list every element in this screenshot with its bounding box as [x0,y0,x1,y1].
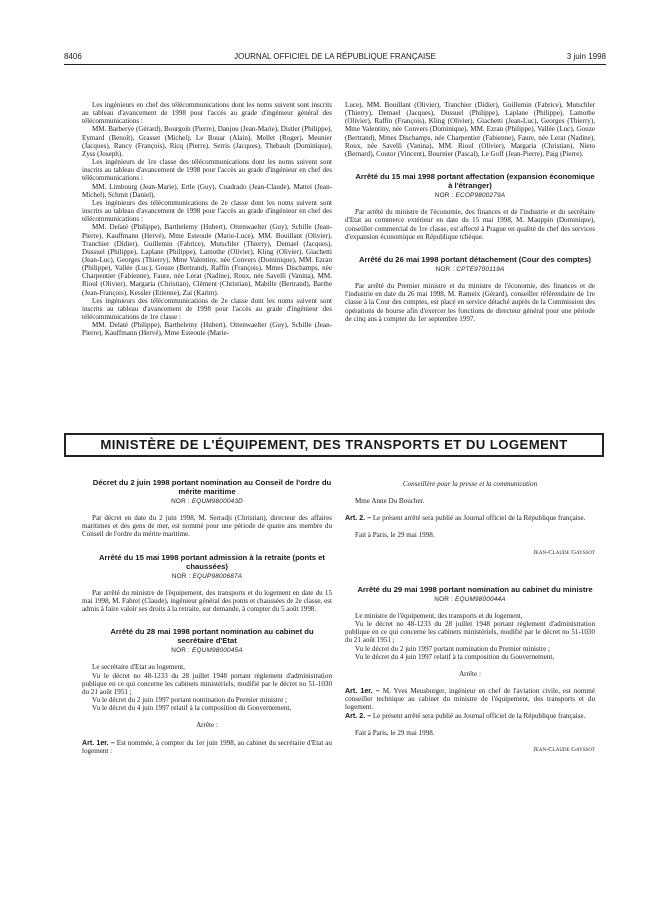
bottom-left-column [82,478,332,755]
paragraph: MM. Limbourg (Jean-Marie), Ertle (Guy), Cuadrado (Jean-Claude), Mattei (Jean-Michel), Schmit (Daniel). [82,182,332,199]
paragraph: Vu le décret du 2 juin 1997 portant nomination du Premier ministre ; [92,696,288,705]
top-left-column [82,101,332,338]
article-label: Art. 1er. – [345,687,380,696]
article-label: Art. 2. – [345,711,372,720]
decret-title: Décret du 2 juin 1998 portant nomination au Conseil de l'ordre du mérite maritime [92,478,332,496]
arrete-keyword: Arrête : [196,721,218,730]
paragraph: Les ingénieurs en chef des télécommunications dont les noms suivent sont inscrits au tableau d'avancement de 1998 pour l'accès au grade d'ingénieur général des télécommunications : [82,101,332,126]
nor-reference: NOR : EQUM9800043D [171,498,243,505]
paragraph: Vu le décret du 4 juin 1997 relatif à la composition du Gouvernement, [92,704,292,713]
page-header [64,52,606,64]
paragraph: Les ingénieurs de 1re classe des télécommunications dont les noms suivent sont inscrits au tableau d'avancement de 1998 pour l'accès au grade d'ingénieur en chef des télécommunications : [82,158,332,183]
signature: Jean-Claude Gayssot [533,745,595,753]
paragraph: MM. Delaté (Philippe), Barthelemy (Hubert), Ottenwaelter (Guy), Schille (Jean-Pierre), Kauffmann (Hervé), Mme Esteoule (Marie- [82,321,332,338]
paragraph: Vu le décret no 48-1233 du 28 juillet 1948 portant règlement d'administration publique en ce qui concerne les cabinets ministériels, modifié par le décret no 51-1030 du 21 août 1951 ; [82,671,332,696]
place-date: Fait à Paris, le 29 mai 1998. [355,531,435,540]
nor-reference: NOR : EQUM9800045A [171,647,243,655]
arrete-title: Arrêté du 29 mai 1998 portant nomination au cabinet du ministre [357,584,593,594]
paragraph: Par arrêté du Premier ministre et du ministre de l'économie, des finances et de l'industrie en date du 26 mai 1998, M. Rameix (Gérard), conseiller référendaire de 1re classe à la Cour des comptes, est placé en service détaché auprès de la Commission des opérations de bourse afin d'exercer les fonctions de directeur général pour une période de cinq ans à compter du 1er septembre 1997. [345,282,595,323]
paragraph: Par arrêté du ministre de l'économie, des finances et de l'industrie et du secrétaire d'Etat au commerce extérieur en date du 15 mai 1998, M. Mauppin (Dominique), conseiller commercial de 1re classe, est affecté à Prague en qualité de chef des services d'expansion économique en République tchèque. [345,208,595,241]
nor-reference: NOR : EQUM9800044A [434,595,506,603]
place-date: Fait à Paris, le 29 mai 1998. [355,728,435,737]
paragraph: MM. Delaté (Philippe), Barthelemy (Hubert), Ottenwaelter (Guy), Schille (Jean-Pierre), Kauffmann (Hervé), Mme Esteoule (Marie-Luce), MM. Bouillant (Olivier), Tranchier (Didier), Guillemin (Fabrice), Mutschler (Thierry), Demael (Jacques), Dussuel (Philippe), Laplane (Philippe), Lamothe (Olivier), Kling (Olivier), Giachetti (Jean-Luc), Georges (Thierry), Mme Valentiny, née Convers (Dominique), MM. Ezran (Philippe), Vallée (Luc), Gouze (Bertrand), Raffin (François), Mmes Dischamps, née Charpentier (Fabienne), Faure, née Lerat (Nadine), Roux, née Savelli (Vanina), MM. Rioul (Olivier), Margaria (Christian), Clément (Christian), Mabille (Bertrand), Barthe (Jean-François), Kessler (Etienne), Zai (Karim). [82,223,332,297]
paragraph: Le secrétaire d'Etat au logement, [92,663,185,672]
arrete-keyword: Arrête : [459,669,481,678]
article-label: Art. 1er. – [82,738,115,747]
nor-reference: NOR : ECOP9800279A [434,192,506,200]
arrete-title: Arrêté du 28 mai 1998 portant nomination au cabinet du secrétaire d'Etat [110,627,314,646]
paragraph: Vu le décret no 48-1233 du 28 juillet 1948 portant règlement d'administration publique en ce qui concerne les cabinets ministériels, modifié par le décret no 51-1030 du 21 août 1951 ; [345,620,595,645]
appointee-name: Mme Anne Du Boucher. [355,497,425,506]
article-1: Art. 1er. – M. Yves Meusburger, ingénieur en chef de l'aviation civile, est nommé conseiller technique au cabinet du ministre de l'équipement, des transports et du logement. [345,687,595,712]
role-title: Conseillère pour la presse et la communication [402,480,538,488]
signature: Jean-Claude Gayssot [533,548,595,556]
paragraph: Les ingénieurs des télécommunications de 2e classe dont les noms suivent sont inscrits au tableau d'avancement de 1998 pour l'accès au grade d'ingénieur en chef des télécommunications : [82,198,332,224]
top-right-column [345,101,595,323]
paragraph: Le ministre de l'équipement, des transports et du logement, [355,611,523,620]
paragraph: Vu le décret du 4 juin 1997 relatif à la composition du Gouvernement, [355,652,555,661]
article-label: Art. 2. – [345,514,372,523]
journal-title: JOURNAL OFFICIEL DE LA RÉPUBLIQUE FRANÇAISE [234,52,436,61]
paragraph: Par arrêté du ministre de l'équipement, des transports et du logement en date du 15 mai 1998, M. Fabret (Claude), ingénieur général des ponts et chaussées de 2e classe, est admis à faire valoir ses droits à la retraite, sur demande, à compter du 5 août 1998. [82,588,332,614]
article-2: Art. 2. – Le présent arrêté sera publié au Journal officiel de la République française. [345,514,586,523]
paragraph: MM. Barberye (Gérard), Bourgoin (Pierre), Danjou (Jean-Marie), Distler (Philippe), Eymard (Benoît), Grasset (Michel), Le Bouar (Alain), Mellet (Roger), Meunier (Jacques), Rancy (François), Ricq (Pierre), Serris (Jacques), Thebault (Dominique), Zyss (Joseph). [82,125,332,158]
page-number: 8406 [64,52,82,61]
article-1: Art. 1er. – Est nommée, à compter du 1er juin 1998, au cabinet du secrétaire d'Etat au logement : [82,738,332,755]
paragraph: Les ingénieurs des télécommunications de 2e classe dont les noms suivent sont inscrits au tableau d'avancement de 1998 pour l'accès au grade d'ingénieur des télécommunications de 1re classe : [82,296,332,322]
issue-date: 3 juin 1998 [566,52,606,61]
nor-reference: NOR : CPTE9700119A [435,265,505,273]
paragraph: Luce), MM. Bouillant (Olivier), Tranchier (Didier), Guillemin (Fabrice), Mutschler (Thierry), Demael (Jacques), Dussuel (Philippe), Laplane (Philippe), Lamothe (Olivier), Raffin (François), Kling (Olivier), Giachetti (Jean-Luc), Georges (Thierry), Mme Valentiny, née Convers (Dominique), MM. Ezran (Philippe), Vallée (Luc), Gouze (Bertrand), Mmes Dischamps, née Charpentier (Fabienne), Faure, née Lerat (Nadine), Roux, née Savelli (Vanina), MM. Rioul (Olivier), Margaria (Christian), Nieto (Bernard), Coutor (Vincent), Bournier (Pascal), Le Goff (Jean-Pierre), Paig (Pierre). [345,101,595,158]
bottom-right-column [345,480,595,754]
paragraph: Par décret en date du 2 juin 1998, M. Serradji (Christian), directeur des affaires maritimes et des gens de mer, est nommé pour une période de quatre ans membre du Conseil de l'ordre du mérite maritime. [82,514,332,539]
arrete-title: Arrêté du 26 mai 1998 portant détachement (Cour des comptes) [359,254,591,264]
ministry-banner: MINISTÈRE DE L'ÉQUIPEMENT, DES TRANSPORTS ET DU LOGEMENT [64,433,604,457]
paragraph: Vu le décret du 2 juin 1997 portant nomination du Premier ministre ; [355,644,551,653]
article-2: Art. 2. – Le présent arrêté sera publié au Journal officiel de la République française. [345,711,586,720]
arrete-title: Arrêté du 15 mai 1998 portant affectation (expansion économique à l'étranger) [355,172,595,191]
arrete-title: Arrêté du 15 mai 1998 portant admission à la retraite (ponts et chaussées) [99,552,325,571]
nor-reference: NOR : EQUP9800687A [171,572,243,580]
header-rule [64,64,606,65]
